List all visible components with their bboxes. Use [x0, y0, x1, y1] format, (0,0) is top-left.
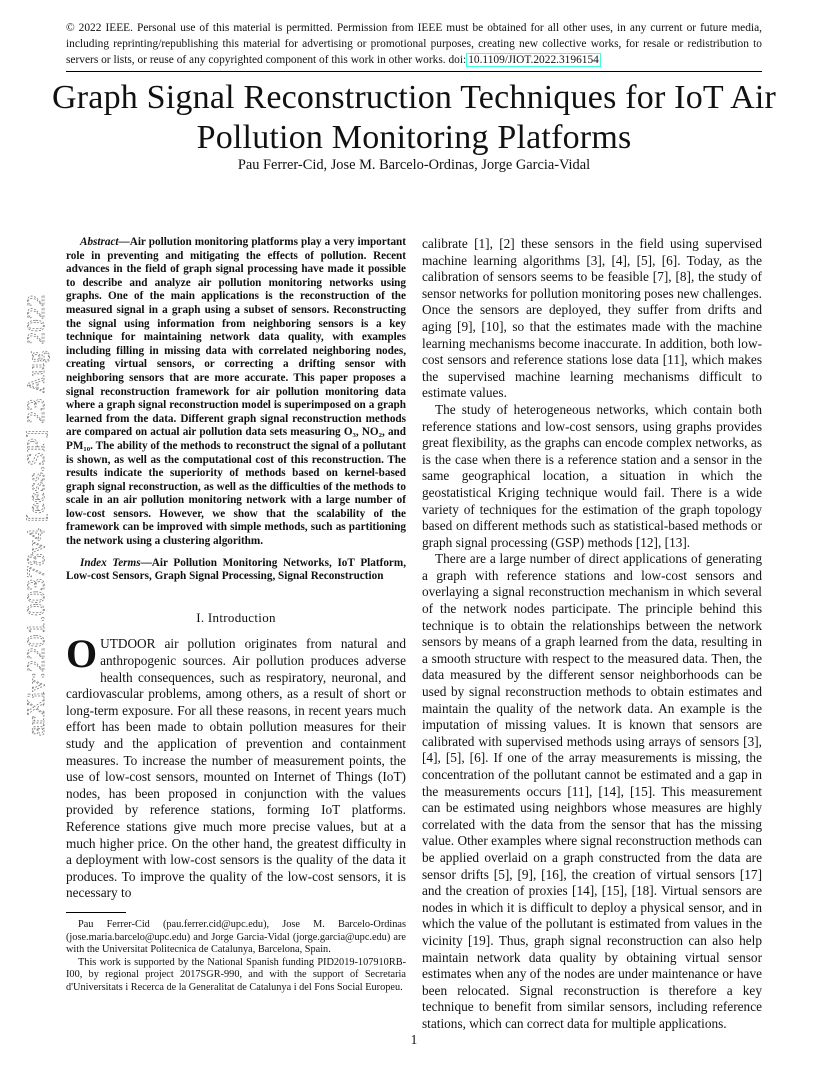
index-terms	[66, 557, 406, 584]
author-list: Pau Ferrer-Cid, Jose M. Barcelo-Ordinas, Jorge Garcia-Vidal	[237, 157, 591, 173]
section-heading: I. Introduction	[196, 609, 276, 625]
intro-paragraph	[66, 631, 406, 902]
arxiv-stamp-text: arXiv:2201.00378v4 [eess.SP] 23 Aug 2022	[23, 294, 50, 736]
body-paragraph: calibrate [1], [2] these sensors in the field using supervised machine learning algorithms [3], [4], [5], [6]. Today, as the calibration of sensors seems to be feasible [7], [8], the study of sensor networks for pollution monitoring poses new challenges. Once the sensors are deployed, they suffer from drifts and aging [9], [10], so that the estimates made with the machine learning mechanisms become inaccurate. In addition, both low-cost sensors and reference stations lose data [11], which makes the supervised machine learning mechanisms difficult to estimate values.	[422, 236, 762, 401]
left-column	[66, 236, 406, 995]
intro-text: UTDOOR air pollution originates from natural and anthropogenic sources. Air pollution produces adverse health consequences, such as respiratory, neuronal, and cardiovascular problems, among others, as a result of short or long-term exposure. For all these reasons, in recent years much effort has been made to obtain pollution measures for their study and the application of prevention and containment measures. To increase the number of measurement points, the use of low-cost sensors, mounted on Internet of Things (IoT) nodes, has been proposed in conjunction with the values provided by reference stations, forming IoT platforms. Reference stations give much more precise values, but at a much higher price. On the other hand, the greatest difficulty in a deployment with low-cost sensors is the quality of the data it produces. To improve the quality of the low-cost sensors, it is necessary to	[66, 636, 406, 901]
abstract-text: —Air pollution monitoring platforms play a very important role in preventing and mitigating the effects of pollution. Recent advances in the field of graph signal processing have made it possible to describe and analyze air pollution monitoring networks using graphs. One of the main applications is the reconstruction of the measured signal in a graph using a subset of sensors. Reconstructing the signal using information from neighboring sensors is a key technique for maintaining network data quality, with examples including filling in missing data with correlated neighboring nodes, creating virtual sensors, or correcting a drifting sensor with neighboring sensors that are more accurate. This paper proposes a signal reconstruction framework for air pollution monitoring data where a graph signal reconstruction model is superimposed on a graph learned from the data. Different graph signal reconstruction methods are compared on actual air pollution data sets measuring O₃, NO₂, and PM₁₀. The ability of the methods to reconstruct the signal of a pollutant is shown, as well as the computational cost of this reconstruction. The results indicate the superiority of methods based on kernel-based graph signal reconstruction, as well as the difficulties of the methods to scale in an air pollution monitoring network with a large number of low-cost sensors. However, we show that the scalability of the framework can be improved with simple methods, such as partitioning the network using a clustering algorithm.	[66, 236, 406, 548]
page-number: 1	[410, 1032, 418, 1047]
body-paragraph: The study of heterogeneous networks, which contain both reference stations and low-cost sensors, using graphs provides great flexibility, as the graphs can encode complex networks, as is the case when there is a reference station and a sensor in the same geographical location, a situation in which the geostatistical Kriging technique would fail. There is a wide variety of techniques for the estimation of the graph topology based on different methods such as statistical-based methods or graph signal processing (GSP) methods [12], [13].	[422, 401, 762, 550]
paper-title: Graph Signal Reconstruction Techniques for IoT Air Pollution Monitoring Platforms	[52, 79, 776, 156]
abstract	[66, 236, 406, 549]
body-paragraph: There are a large number of direct applications of generating a graph with reference stations and low-cost sensors and overlaying a signal reconstruction mechanism in which several of the network nodes participate. The principle behind this technique is to obtain the relationships between the network sensors by means of a graph learned from the data, resulting in a smooth structure with respect to the measured data. Then, the data measured by the different sensor neighborhoods can be used by signal reconstruction methods to obtain estimates and maintain the quality of the network data. An example is the imputation of missing values. It is known that sensors are calibrated with supervised methods using arrays of sensors [3], [4], [5], [6]. If one of the array measurements is missing, the concentration of the pollutant cannot be estimated and a gap in the measurements occurs [11], [14], [15]. This measurement can be estimated using neighbors whose measures are highly correlated with the data from the sensor that has the missing value. Other examples where signal reconstruction methods can be applied overlaid on a graph constructed from the data are sensor drifts [5], [9], [16], the creation of virtual sensors [17] and the creation of proxies [14], [15], [18]. Virtual sensors are nodes in which it is difficult to deploy a physical sensor, and in which the value of the pollutant is estimated from values in the vicinity [19]. Thus, graph signal reconstruction can also help maintain network data quality by obtaining virtual sensor estimates when any of the nodes are under maintenance or have been relocated. Signal reconstruction is therefore a key technique to benefit from similar sensors, including reference stations, which can correct data for multiple applications.	[422, 551, 762, 1031]
arxiv-stamp	[8, 236, 52, 756]
doi-link[interactable]: 10.1109/JIOT.2022.3196154	[468, 54, 599, 66]
drop-cap: O	[66, 631, 98, 677]
footnote-rule	[66, 912, 126, 913]
copyright-text: © 2022 IEEE. Personal use of this material is permitted. Permission from IEEE must be obtained for all other uses, in any current or future media, including reprinting/republishing this material for advertising or promotional purposes, creating new collective works, for resale or redistribution to servers or lists, or reuse of any copyrighted component of this work in other works. doi:	[66, 22, 762, 66]
abstract-label: Abstract	[80, 236, 119, 248]
copyright-notice	[66, 20, 762, 68]
index-terms-label: Index Terms	[80, 556, 141, 569]
header-rule	[66, 71, 762, 72]
index-terms-text: —Air Pollution Monitoring Networks, IoT Platform, Low-cost Sensors, Graph Signal Processing, Signal Reconstruction	[66, 556, 406, 583]
footnote-funding: This work is supported by the National Spanish funding PID2019-107910RB-I00, by regional project 2017SGR-990, and with the support of Secretaria d'Universitats i Recerca de la Generalitat de Catalunya i del Fons Social Europeu.	[66, 956, 406, 993]
footnote-affiliation: Pau Ferrer-Cid (pau.ferrer.cid@upc.edu), Jose M. Barcelo-Ordinas (jose.maria.barcelo@upc.edu) and Jorge Garcia-Vidal (jorge.garcia@upc.edu) are with the Universitat Politecnica de Catalunya, Barcelona, Spain.	[66, 918, 406, 956]
right-column	[422, 236, 762, 1033]
